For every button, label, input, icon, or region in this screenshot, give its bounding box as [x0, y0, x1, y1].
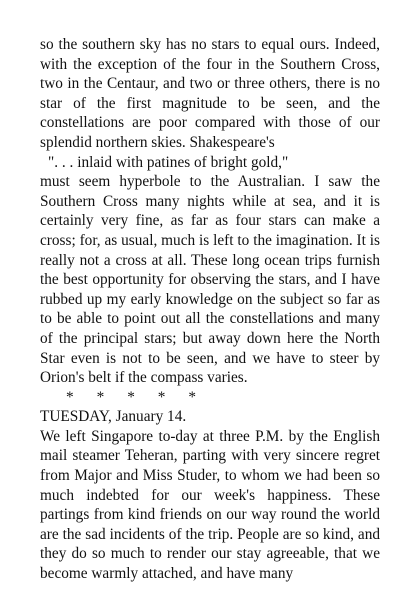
page-text — [40, 35, 380, 584]
paragraph-singapore: We left Singapore to-day at three P.M. by the English mail steamer Teheran, parting with very sincere regret from Major and Miss Studer, to whom we had been so much indebted for our week's happiness. These partings from kind friends on our way round the world are the sad incidents of the trip. People are so kind, and they do so much to render our stay agreeable, that we become warmly attached, and have many — [40, 427, 380, 583]
section-separator: * * * * * — [66, 388, 197, 406]
paragraph-southern-cross: must seem hyperbole to the Australian. I saw the Southern Cross many nights while at sea, and it is certainly very fine, as far as four stars can make a cross; for, as usual, much is left to the imagination. It is really not a cross at all. These long ocean trips furnish the best opportunity for observing the stars, and I have rubbed up my early knowledge on the subject so far as to be able to point out all the constellations and many of the principal stars; but away down here the North Star even is not to be seen, and we have to steer by Orion's belt if the compass varies. — [40, 173, 380, 387]
date-heading: TUESDAY, January 14. — [40, 408, 187, 426]
paragraph-southern-sky: so the southern sky has no stars to equal ours. Indeed, with the exception of the four in the Southern Cross, two in the Centaur, and two or three others, there is no star of the first magnitude to be seen, and the constellations are poor compared with those of our splendid northern skies. Shakespeare's — [40, 36, 380, 151]
shakespeare-quote: ". . . inlaid with patines of bright gold," — [48, 153, 289, 171]
